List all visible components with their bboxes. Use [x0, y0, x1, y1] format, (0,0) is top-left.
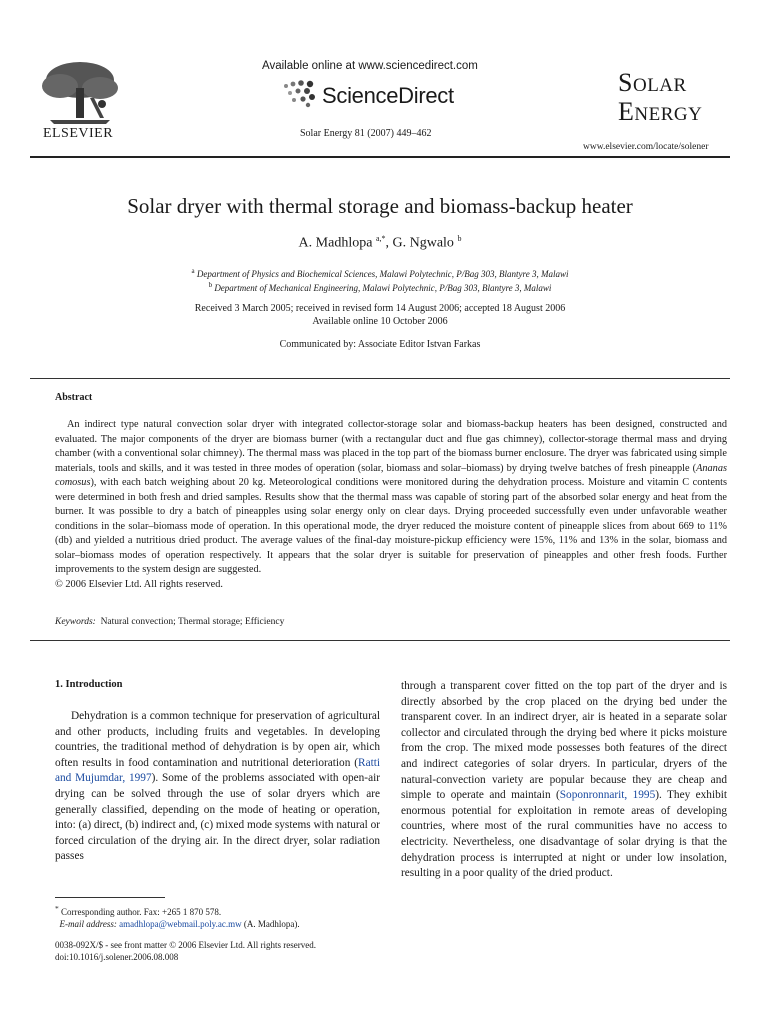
abstract-heading: Abstract	[55, 392, 93, 403]
author-2: G. Ngwalo	[392, 235, 454, 251]
affiliation-a: Department of Physics and Biochemical Sciences, Malawi Polytechnic, P/Bag 303, Blantyre 3, Malawi	[196, 269, 569, 279]
sciencedirect-dots-icon	[282, 80, 318, 108]
article-history	[30, 302, 730, 328]
footnote-mark: *	[55, 904, 59, 913]
affil-b-mark: b	[208, 281, 213, 289]
sciencedirect-wordmark: ScienceDirect	[322, 83, 454, 108]
publisher-name: ELSEVIER	[42, 126, 114, 141]
author-1-affil-mark: a,*	[375, 234, 386, 243]
intro-text-2: ). Some of the problems associated with open-air drying can be solved through the use of solar dryers which are generally classified, depending on the mode of heating or operation, into: (a) direct, (b) indirect and, (c) mixed mode systems with natural or forced circulation of the drying air. In the direct dryer, solar radiation passes	[55, 772, 381, 863]
corresponding-author: Corresponding author. Fax: +265 1 870 578.	[61, 907, 222, 917]
intro-text-3: through a transparent cover fitted on the top part of the dryer and is directly absorbed by the crop placed on the drying bed under the transparent cover. In an indirect dryer, air is heated in a separate solar collector and circulated through the drying bed where it picks moisture from the crop. The mixed mode possesses both features of the direct and indirect categories of solar dryers. In particular, dryers of the natural-convection variety are popular because they are cheap and simple to operate and maintain (	[401, 680, 727, 802]
abstract-top-divider	[30, 378, 730, 379]
citation-link-ratti[interactable]: Ratti and Mujumdar, 1997	[55, 756, 380, 785]
journal-logo-word-energy: NERGY	[634, 104, 703, 125]
right-column-text	[401, 679, 727, 882]
elsevier-tree-logo	[30, 58, 126, 128]
affil-a-mark: a	[191, 267, 195, 275]
affiliation-b: Department of Mechanical Engineering, Malawi Polytechnic, P/Bag 303, Blantyre 3, Malawi	[214, 283, 552, 293]
header-divider	[30, 156, 730, 158]
journal-logo-word-solar: OLAR	[632, 75, 687, 96]
keywords	[55, 617, 284, 627]
issn-line: 0038-092X/$ - see front matter © 2006 Elsevier Ltd. All rights reserved.	[55, 940, 317, 950]
available-online: Available online at www.sciencedirect.com	[262, 60, 478, 72]
communicated-by: Communicated by: Associate Editor Istvan Farkas	[279, 339, 481, 350]
received-dates: Received 3 March 2005; received in revised form 14 August 2006; accepted 18 August 2006	[194, 303, 566, 314]
journal-citation: Solar Energy 81 (2007) 449–462	[300, 128, 432, 139]
author-1: A. Madhlopa	[298, 235, 373, 251]
email-link[interactable]: amadhlopa@webmail.poly.ac.mw	[119, 919, 242, 929]
abstract-copyright: © 2006 Elsevier Ltd. All rights reserved.	[55, 578, 223, 590]
article-title: Solar dryer with thermal storage and biomass-backup heater	[127, 194, 633, 218]
journal-url: www.elsevier.com/locate/solener	[583, 142, 709, 152]
journal-logo-initial-e: E	[618, 97, 635, 126]
section-heading-introduction: 1. Introduction	[55, 679, 123, 690]
species-name: Ananas comosus	[55, 462, 727, 488]
page-footer	[55, 939, 385, 963]
abstract-text-2: ), with each batch weighing about 20 kg. Meteorological conditions were monitored during the dehydration process. Moisture and vitamin C contents were determined in both fresh and dried samples. Results show that the thermal mass was capable of storing part of the absorbed solar energy and heat from the burner. It was possible to dry a batch of pineapples using solar energy only on clear days. Drying proceeded successfully even under unfavorable weather conditions in the solar–biomass mode of operation. In this operational mode, the dryer reduced the moisture content of pineapple slices from about 669 to 11% (db) and yielded a nutritious dried product. The average values of the final-day moisture-pickup efficiency were 15%, 11% and 13% in the solar, biomass and solar–biomass modes of operation respectively. It appears that the solar dryer is suitable for preservation of pineapples and other fresh foods. Further improvements to the system design are suggested.	[55, 477, 727, 575]
footnote-divider	[55, 897, 165, 898]
abstract-text-1: An indirect type natural convection solar dryer with integrated collector-storage solar and biomass-backup heaters has been designed, constructed and evaluated. The major components of the dryer are biomass burner (with a rectangular duct and flue gas chimney), collector-storage thermal mass and drying chamber (with a conventional solar chimney). The thermal mass was placed in the top part of the biomass burner enclosure. The dryer was fabricated using simple materials, tools and skills, and it was tested in three modes of operation (solar, biomass and solar–biomass) by drying twelve batches of fresh pineapple (	[55, 419, 727, 474]
abstract-body	[55, 418, 727, 592]
email-label: E-mail address:	[59, 919, 117, 929]
journal-logo	[618, 70, 728, 128]
affiliations	[30, 266, 730, 294]
keywords-label: Keywords:	[55, 617, 96, 627]
journal-logo-initial-s: S	[618, 68, 633, 97]
intro-text-4: ). They exhibit enormous potential for exploitation in remote areas of developing countries, where most of the rural communities have no access to electricity. Nevertheless, one disadvantage of solar drying is that the dehydration process is interrupted at night or under low insolation, resulting in a poor quality of the dried product.	[401, 789, 728, 880]
left-column-text	[55, 709, 380, 865]
author-list: A. Madhlopa $^{a,*}$, G. Ngwalo $^b$	[298, 234, 462, 251]
doi-line: doi:10.1016/j.solener.2006.08.008	[55, 952, 179, 962]
available-date: Available online 10 October 2006	[312, 316, 448, 327]
footnote	[55, 903, 385, 930]
abstract-bottom-divider	[30, 640, 730, 641]
keywords-list: Natural convection; Thermal storage; Efficiency	[100, 617, 285, 627]
author-2-affil-mark: b	[457, 234, 462, 243]
intro-text-1: Dehydration is a common technique for preservation of agricultural and other products, including fruits and vegetables. In developing countries, the traditional method of dehydration is by open air, which often results in food contamination and nutritional deterioration (	[55, 710, 380, 769]
email-suffix: (A. Madhlopa).	[243, 919, 300, 929]
citation-link-soponronnarit[interactable]: Soponronnarit, 1995	[559, 789, 656, 802]
